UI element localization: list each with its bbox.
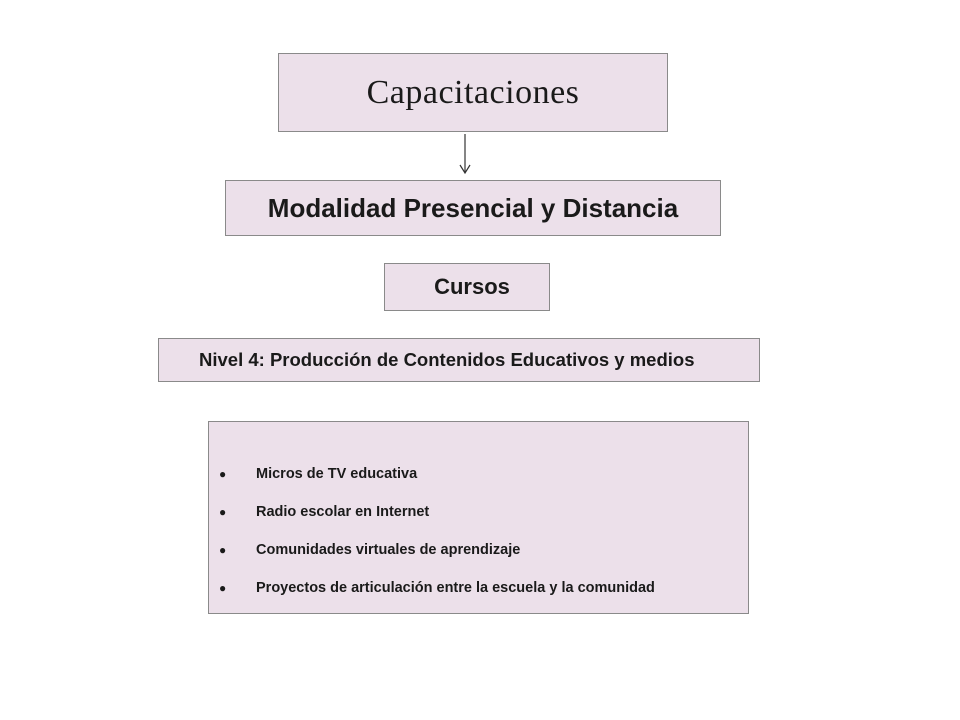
list-item-text: Radio escolar en Internet (256, 504, 430, 520)
bullet-icon: ● (219, 581, 227, 595)
capacitaciones-box (278, 53, 668, 132)
list-item (209, 466, 748, 504)
modalidad-label: Modalidad Presencial y Distancia (267, 192, 679, 223)
list-item-text: Proyectos de articulación entre la escuela y la comunidad (256, 580, 655, 596)
modalidad-box (225, 180, 721, 236)
list-item-text: Comunidades virtuales de aprendizaje (256, 542, 521, 558)
nivel-box (158, 338, 760, 382)
course-list (209, 466, 748, 618)
bullet-icon: ● (219, 543, 227, 557)
cursos-label: Cursos (434, 274, 510, 299)
nivel-label: Nivel 4: Producción de Contenidos Educativos y medios (199, 349, 695, 370)
bullet-icon: ● (219, 467, 227, 481)
list-item-text: Micros de TV educativa (256, 466, 418, 482)
bullet-icon: ● (219, 505, 227, 519)
down-arrow-icon (455, 134, 475, 176)
capacitaciones-title: Capacitaciones (366, 73, 580, 111)
list-item (209, 580, 748, 618)
list-item (209, 542, 748, 580)
course-list-box (208, 421, 749, 614)
cursos-box (384, 263, 550, 311)
list-item (209, 504, 748, 542)
